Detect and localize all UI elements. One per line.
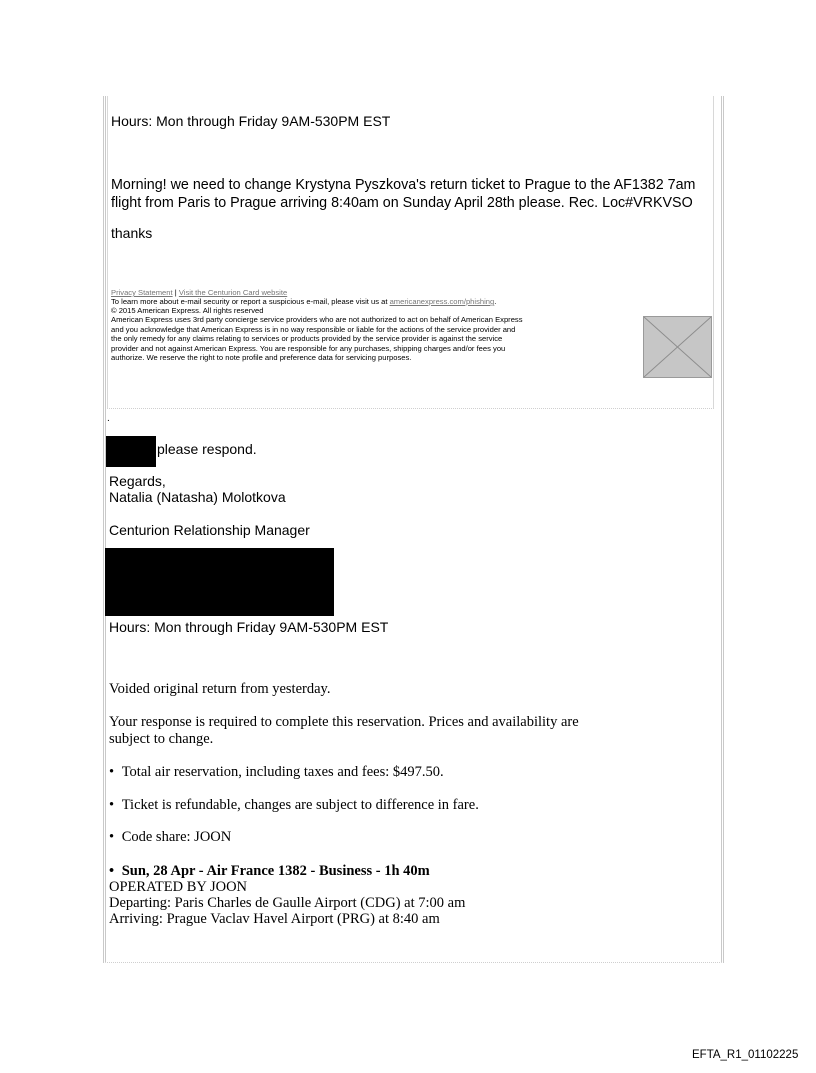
sender-title: Centurion Relationship Manager bbox=[109, 522, 310, 538]
list-item-refundable bbox=[109, 797, 479, 814]
document-id: EFTA_R1_01102225 bbox=[692, 1049, 799, 1061]
bullet: • bbox=[109, 797, 115, 813]
list-item-total bbox=[109, 764, 444, 781]
centurion-website-link[interactable]: Visit the Centurion Card website bbox=[178, 288, 288, 297]
sender-name: Natalia (Natasha) Molotkova bbox=[109, 489, 286, 505]
list-item-codeshare bbox=[109, 829, 231, 846]
disclaimer-line: the only remedy for any claims relating to services or products provided by the service provider is against the service bbox=[111, 334, 503, 343]
phishing-link[interactable]: americanexpress.com/phishing bbox=[389, 297, 495, 306]
quoted-thanks: thanks bbox=[111, 225, 153, 241]
flight-heading-text: Sun, 28 Apr - Air France 1382 - Business - 1h 40m bbox=[121, 863, 430, 879]
flight-heading bbox=[109, 863, 430, 880]
request-line-2: flight from Paris to Prague arriving 8:40am on Sunday April 28th please. Rec. Loc#VRKVSO bbox=[111, 195, 693, 211]
arriving: Arriving: Prague Vaclav Havel Airport (PRG) at 8:40 am bbox=[109, 911, 440, 927]
reply-hours: Hours: Mon through Friday 9AM-530PM EST bbox=[109, 619, 389, 635]
voided-note: Voided original return from yesterday. bbox=[109, 681, 331, 697]
separator-dot: . bbox=[107, 413, 110, 424]
refundable-text: Ticket is refundable, changes are subject to difference in fare. bbox=[121, 797, 479, 813]
please-respond: please respond. bbox=[157, 441, 257, 457]
broken-image-placeholder bbox=[643, 316, 712, 378]
disclaimer-line: authorize. We reserve the right to note profile and preference data for servicing purposes. bbox=[111, 353, 412, 362]
redaction-box bbox=[105, 548, 334, 616]
link-separator: | bbox=[174, 288, 177, 297]
quoted-hours: Hours: Mon through Friday 9AM-530PM EST bbox=[111, 113, 391, 129]
response-line-1: Your response is required to complete this reservation. Prices and availability are bbox=[109, 714, 579, 730]
disclaimer-line: and you acknowledge that American Express is in no way responsible or liable for the actions of the service provider and bbox=[111, 324, 516, 334]
bullet: • bbox=[109, 863, 115, 879]
copyright: © 2015 American Express. All rights reserved bbox=[111, 306, 264, 315]
request-line-1: Morning! we need to change Krystyna Pyszkova's return ticket to Prague to the AF1382 7am bbox=[111, 177, 696, 193]
disclaimer-line: provider and not against American Express. You are responsible for any purchases, shipping charges and/or fees you bbox=[111, 343, 506, 353]
image-placeholder-icon bbox=[644, 317, 711, 377]
regards: Regards, bbox=[109, 473, 166, 489]
total-text: Total air reservation, including taxes and fees: $497.50. bbox=[121, 764, 444, 780]
security-text: To learn more about e-mail security or report a suspicious e-mail, please visit us at bbox=[111, 297, 390, 306]
departing: Departing: Paris Charles de Gaulle Airport (CDG) at 7:00 am bbox=[109, 895, 466, 911]
codeshare-text: Code share: JOON bbox=[121, 829, 232, 845]
response-line-2: subject to change. bbox=[109, 731, 214, 747]
bullet: • bbox=[109, 829, 115, 845]
bullet: • bbox=[109, 764, 115, 780]
disclaimer-line: American Express uses 3rd party concierge service providers who are not authorized to act on behalf of American Express bbox=[111, 315, 523, 324]
security-period: . bbox=[494, 297, 497, 306]
operated-by: OPERATED BY JOON bbox=[109, 879, 248, 895]
privacy-statement-link[interactable]: Privacy Statement bbox=[111, 288, 173, 297]
redaction-box bbox=[106, 436, 156, 467]
